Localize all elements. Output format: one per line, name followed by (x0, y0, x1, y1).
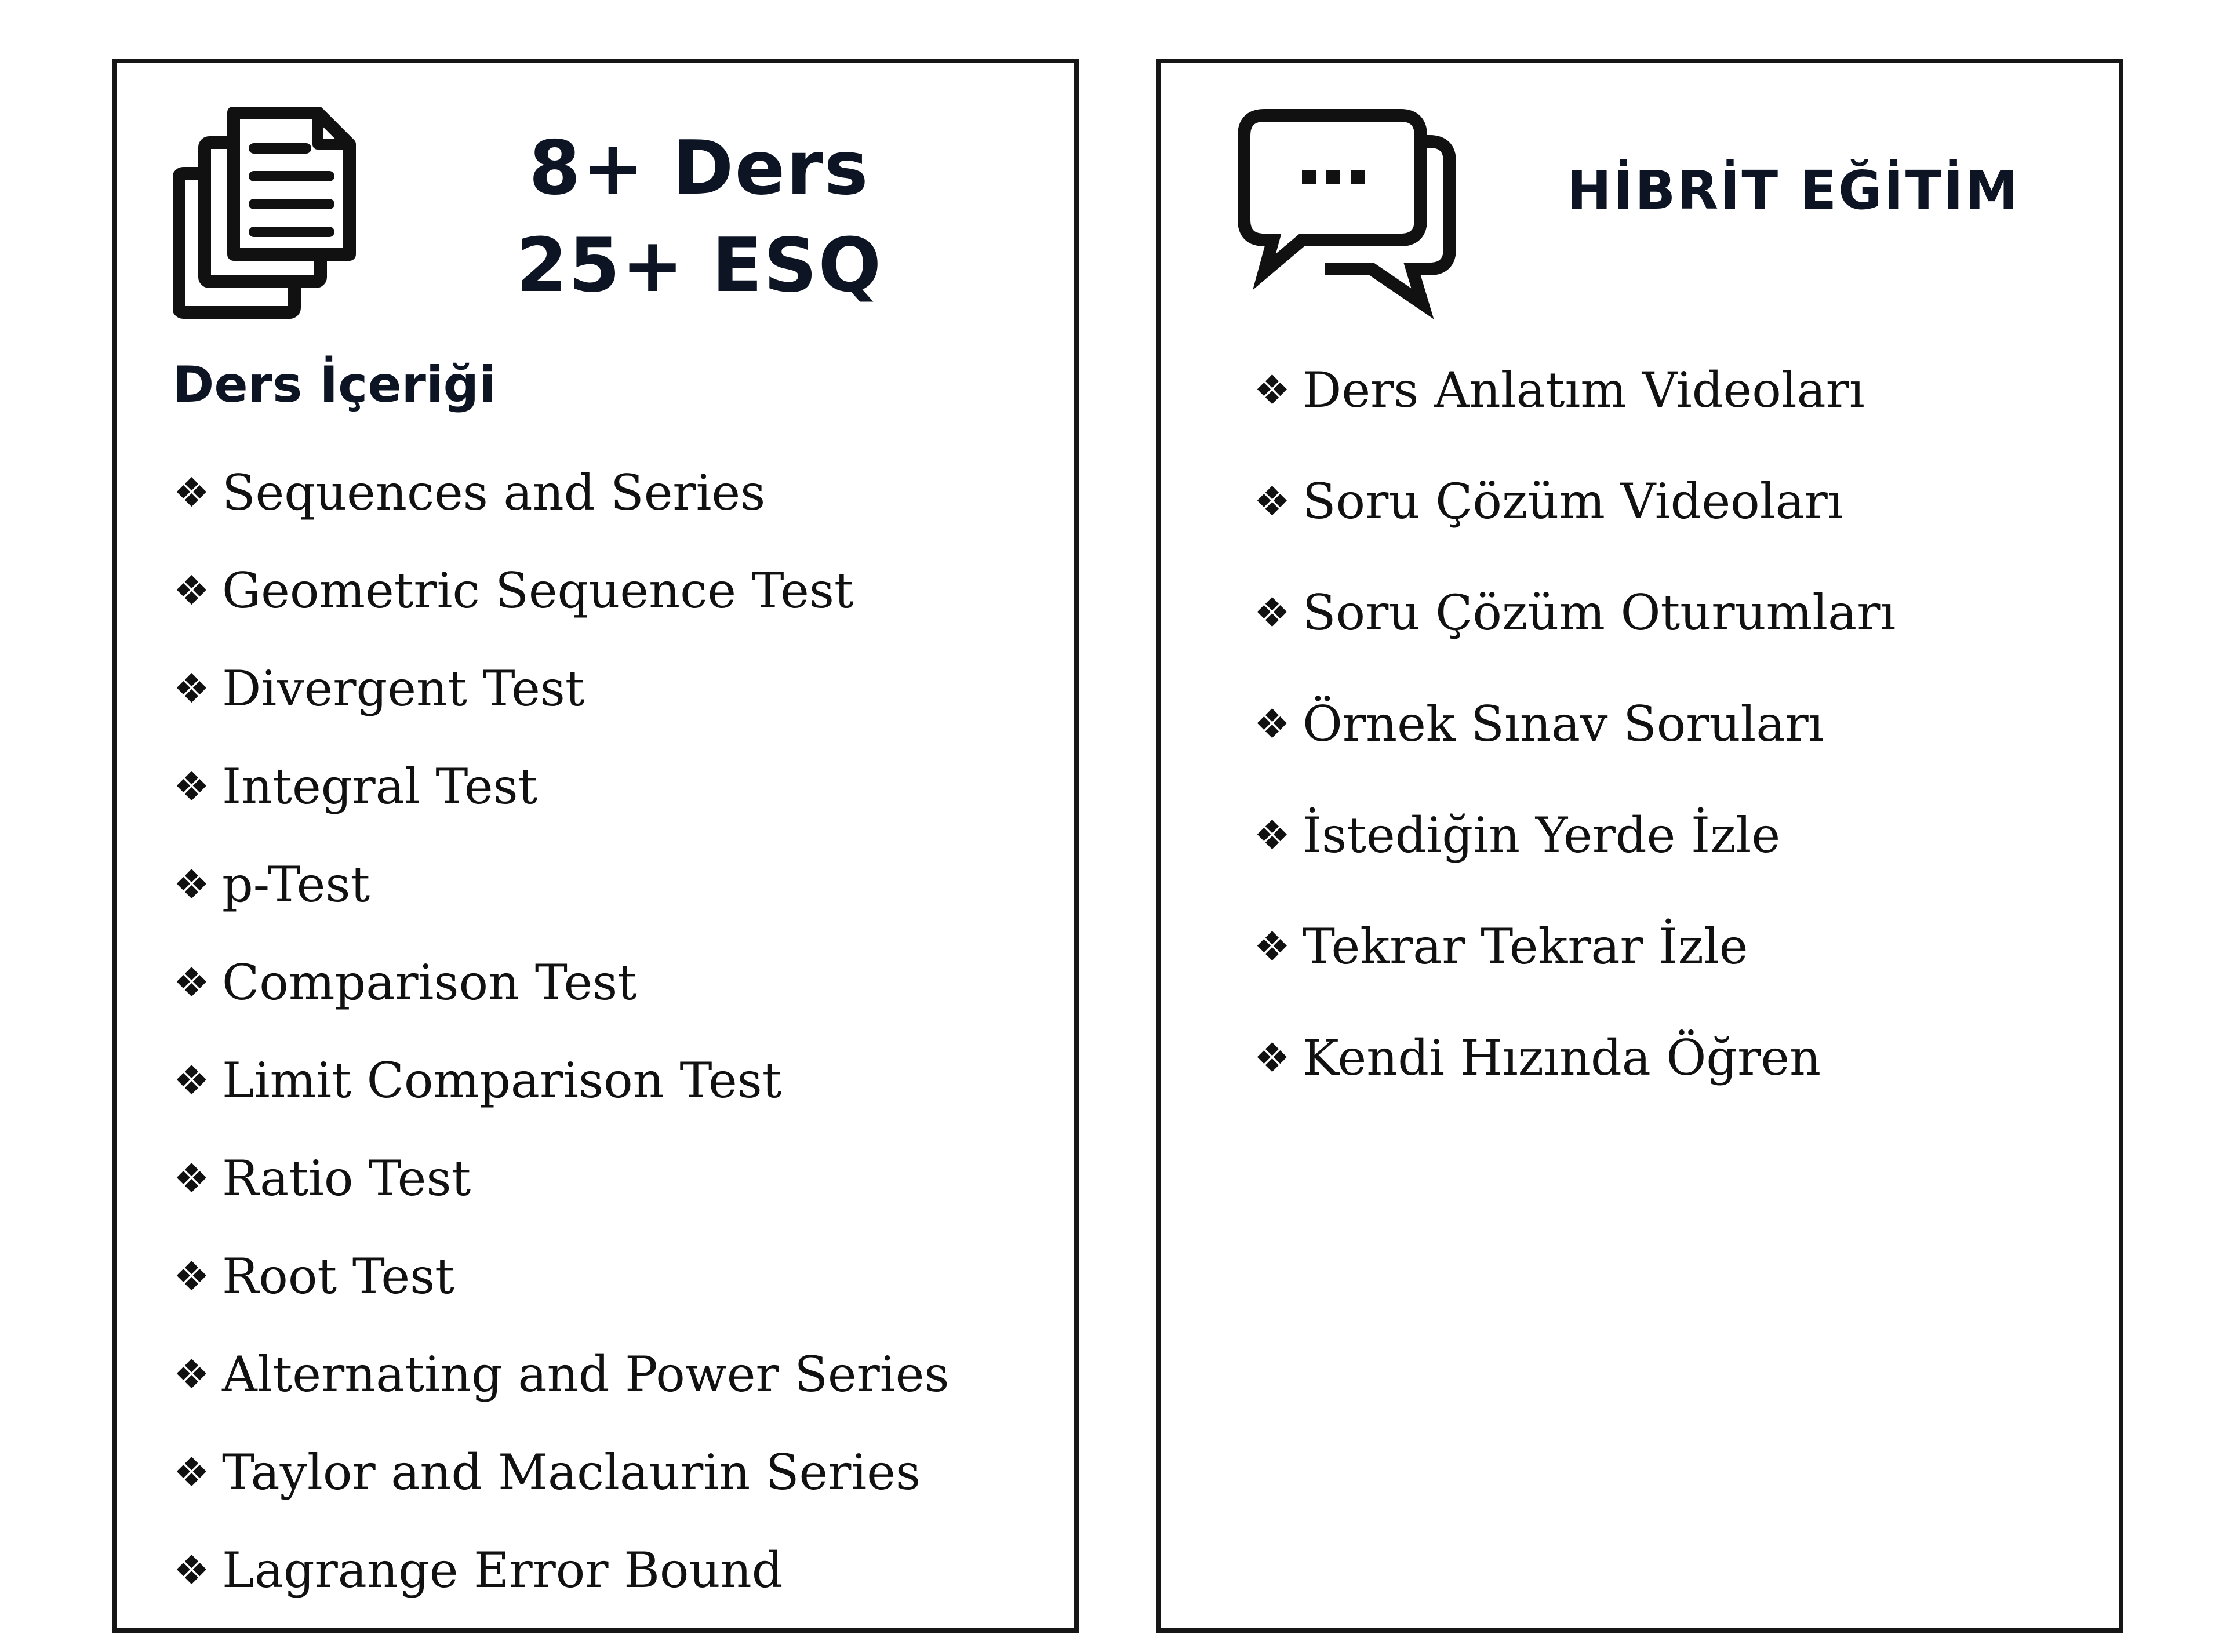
diamond-bullet-icon: ❖ (173, 1546, 210, 1594)
topic-item (173, 1521, 949, 1619)
list-item-label: Soru Çözüm Oturumları (1303, 584, 1896, 641)
list-item-label: Alternating and Power Series (222, 1345, 950, 1403)
section-heading: Ders İçeriği (173, 356, 496, 414)
feature-item (1254, 446, 1896, 557)
list-item-label: Limit Comparison Test (222, 1051, 782, 1109)
course-content-panel (112, 59, 1079, 1633)
list-item-label: Taylor and Maclaurin Series (222, 1443, 921, 1501)
diamond-bullet-icon: ❖ (173, 1350, 210, 1398)
diamond-bullet-icon: ❖ (1254, 700, 1290, 748)
topic-item (173, 639, 949, 737)
diamond-bullet-icon: ❖ (173, 860, 210, 908)
esq-count: 25+ ESQ (515, 223, 883, 309)
list-item-label: p-Test (222, 856, 370, 913)
list-item-label: Soru Çözüm Videoları (1303, 473, 1843, 530)
topic-item (173, 933, 949, 1031)
topic-item (173, 835, 949, 933)
list-item-label: Ratio Test (222, 1149, 471, 1207)
list-item-label: Kendi Hızında Öğren (1303, 1029, 1821, 1086)
diamond-bullet-icon: ❖ (173, 664, 210, 712)
diamond-bullet-icon: ❖ (173, 1154, 210, 1202)
diamond-bullet-icon: ❖ (1254, 589, 1290, 636)
diamond-bullet-icon: ❖ (173, 762, 210, 810)
lesson-count: 8+ Ders (529, 125, 870, 212)
diamond-bullet-icon: ❖ (1254, 366, 1290, 414)
diamond-bullet-icon: ❖ (173, 958, 210, 1006)
list-item-label: Comparison Test (222, 954, 637, 1011)
topic-item (173, 1129, 949, 1227)
diamond-bullet-icon: ❖ (1254, 923, 1290, 970)
course-topic-list (173, 464, 950, 1619)
topic-item (173, 541, 949, 639)
feature-list (1254, 358, 1896, 1114)
hybrid-education-headline: HİBRİT EĞİTİM (1567, 159, 2020, 221)
feature-item (1254, 780, 1896, 891)
list-item-label: İstediğin Yerde İzle (1303, 807, 1781, 864)
chat-bubbles-icon (1238, 107, 1464, 321)
list-item-label: Örnek Sınav Soruları (1303, 696, 1824, 752)
topic-item (173, 443, 949, 541)
topic-item (173, 737, 949, 835)
diamond-bullet-icon: ❖ (1254, 1034, 1290, 1082)
diamond-bullet-icon: ❖ (173, 566, 210, 614)
diamond-bullet-icon: ❖ (1254, 812, 1290, 859)
diamond-bullet-icon: ❖ (1254, 478, 1290, 525)
feature-item (1254, 668, 1896, 780)
topic-item (173, 1227, 949, 1325)
feature-item (1254, 557, 1896, 668)
topic-item (173, 1325, 949, 1423)
feature-item (1254, 891, 1896, 1002)
diamond-bullet-icon: ❖ (173, 1252, 210, 1300)
list-item-label: Ders Anlatım Videoları (1303, 362, 1865, 419)
list-item-label: Integral Test (222, 758, 538, 815)
lesson-count-headline (488, 120, 911, 315)
list-item-label: Sequences and Series (222, 464, 766, 521)
diamond-bullet-icon: ❖ (173, 1448, 210, 1496)
diamond-bullet-icon: ❖ (173, 1056, 210, 1104)
hybrid-education-panel (1156, 59, 2123, 1633)
list-item-label: Geometric Sequence Test (222, 562, 854, 619)
list-item-label: Lagrange Error Bound (222, 1541, 783, 1599)
feature-item (1254, 1002, 1896, 1114)
topic-item (173, 1031, 949, 1129)
documents-icon (173, 107, 358, 321)
list-item-label: Root Test (222, 1247, 454, 1305)
list-item-label: Tekrar Tekrar İzle (1303, 918, 1748, 975)
topic-item (173, 1423, 949, 1521)
diamond-bullet-icon: ❖ (173, 468, 210, 516)
feature-item (1254, 334, 1896, 446)
list-item-label: Divergent Test (222, 660, 585, 717)
